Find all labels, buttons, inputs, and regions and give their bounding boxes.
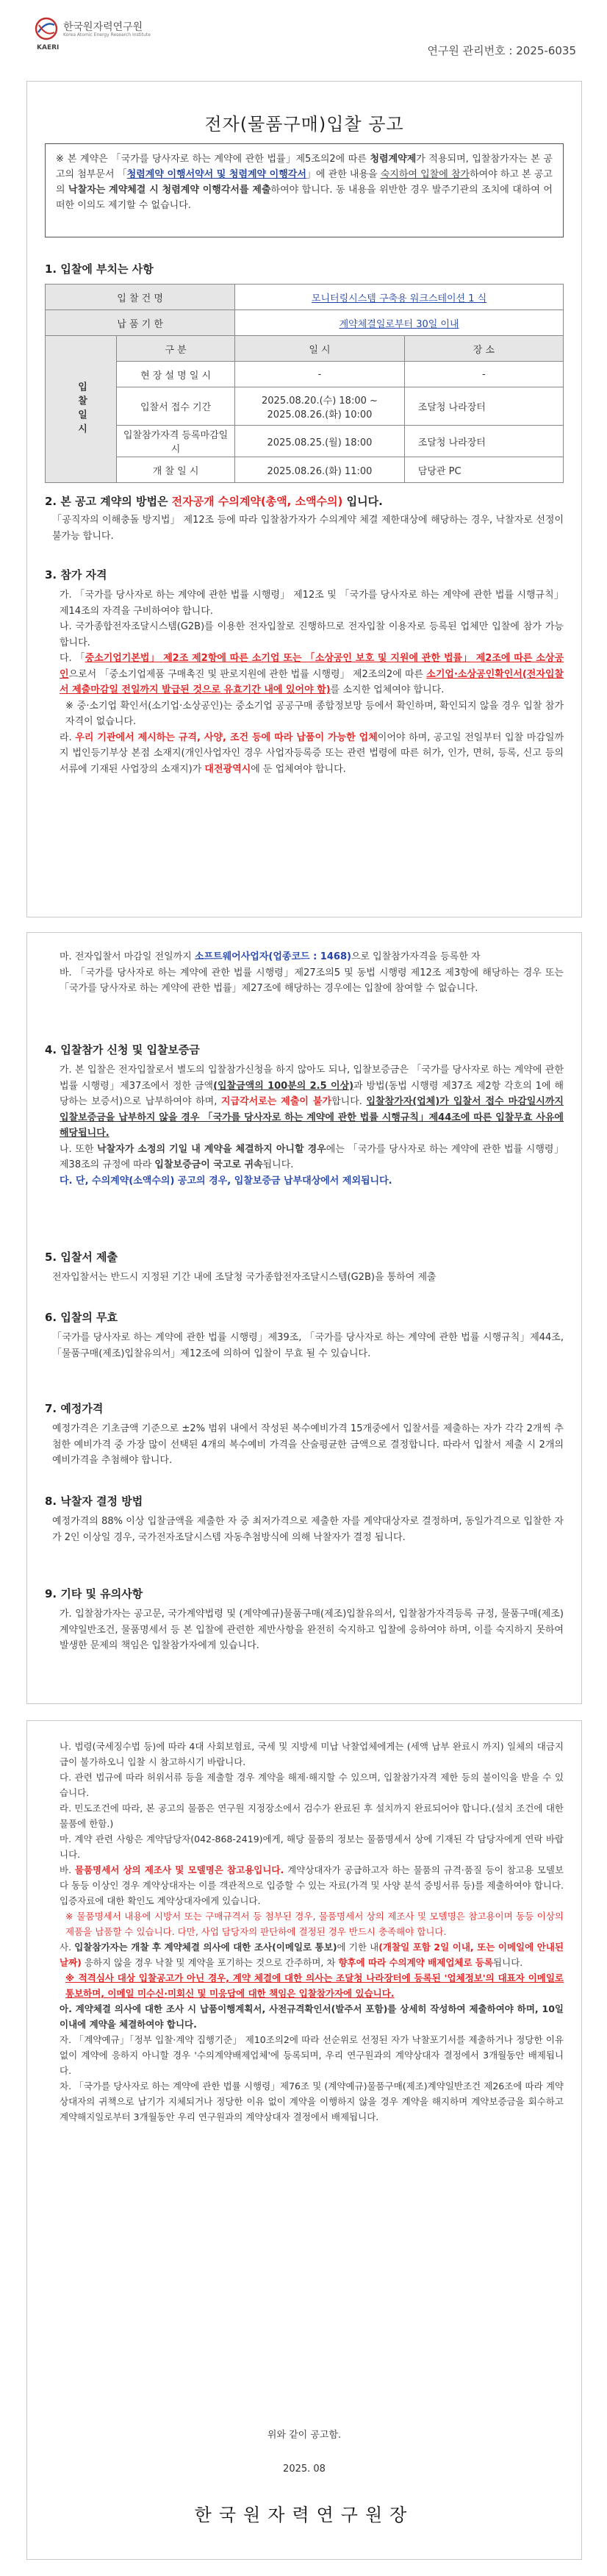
list-item: 다. 「중소기업기본법」 제2조 제2항에 따른 소기업 또는 「소상공인 보호 및 지원에 관한 법률」 제2조에 따른 소상공인으로서 「중소기업제품 구매촉진 및 판로지원에 관한 법률 시행령」 제2조의2에 따른 소기업·소상공인확인서(전자입찰서 제출마감일 전일까지 발급된 것으로 유효기간 내에 있어야 함)를 소지한 업체여야 합니다. (60, 653, 564, 695)
org-eng-name: Korea Atomic Energy Research Institute (63, 32, 151, 37)
list-item: 차. 「국가를 당사자로 하는 계약에 관한 법률 시행령」제76조 및 (계약예규)물품구매(제조)계약일반조건 제26조에 따라 계약상대자의 귀책으로 납기가 지체되거나 정당한 이유 없이 계약을 이행하지 않을 경우 계약을 해지하며 계약보증금을 회수하고 계약해지일로부터 3개월동안 우리 연구원과의 계약상대자 결정에서 배제됩니다. (60, 2081, 564, 2122)
org-name: 한국원자력연구원 (63, 21, 143, 33)
section-8-heading: 8. 낙찰자 결정 방법 (45, 1495, 143, 1508)
section-9-body (45, 1606, 564, 1654)
list-item: 사. 입찰참가자는 개찰 후 계약체결 의사에 대한 조사(이메일로 통보)에 기한 내(개찰일 포함 2일 이내, 또는 이메일에 안내된 날짜) 응하지 않을 경우 낙찰 및 계약을 포기하는 것으로 간주하며, 차 향후에 따라 수의계약 배제업체로 등록됩니다. (60, 1942, 564, 1968)
table-row: 입 찰 건 명 모니터링시스템 구축용 워크스테이션 1 식 (46, 285, 564, 310)
section-9-continued (45, 1739, 564, 2125)
section-5-text: 전자입찰서는 반드시 지정된 기간 내에 조달청 국가종합전자조달시스템(G2B)을 통하여 제출 (52, 1272, 437, 1283)
section-5-heading: 5. 입찰서 제출 (45, 1251, 118, 1264)
list-item: 마. 계약 관련 사항은 계약담당자(042-868-2419)에게, 해당 물품의 정보는 물품명세서 상에 기재된 각 담당자에게 연락 바랍니다. (60, 1833, 564, 1860)
list-item: 자. 「계약예규」「정부 입찰·계약 집행기준」 제10조의2에 따라 선순위로 선정된 자가 낙찰포기서를 제출하거나 정당한 이유 없이 계약에 응하지 아니할 경우 '수의계약배제업체'에 등록되며, 우리 연구원과의 계약상대자 결정에서 3개월동안 배제됩니다. (60, 2034, 564, 2076)
page-3 (26, 1720, 582, 2560)
list-item: 다. 단, 수의계약(소액수의) 공고의 경우, 입찰보증금 납부대상에서 제외됩니다. (60, 1175, 392, 1187)
list-item: 다. 관련 법규에 따라 허위서류 등을 제출할 경우 계약을 해제·해지할 수 있으며, 입찰참가자격 제한 등의 불이익을 받을 수 있습니다. (60, 1772, 564, 1798)
page-title: 전자(물품구매)입찰 공고 (204, 114, 404, 135)
org-logo (34, 15, 210, 51)
section-4-body (45, 1062, 564, 1189)
section-7-text: 예정가격은 기초금액 기준으로 ±2% 범위 내에서 작성된 복수예비가격 15개중에서 입찰서를 제출하는 자가 각각 2개씩 추첨한 예비가격 중 가장 많이 선택된 4개의 복수예비 가격을 산술평균한 금액으로 결정합니다. 따라서 입찰서 제출 시 2개의 예비가격을 추첨해야 합니다. (52, 1423, 564, 1466)
list-item: 나. 또한 낙찰자가 소정의 기일 내 계약을 체결하지 아니할 경우에는 「국가를 당사자로 하는 계약에 관한 법률 시행령」제38조의 규정에 따라 입찰보증금이 국고로 귀속됩니다. (60, 1143, 564, 1170)
section-2-heading: 2. 본 공고 계약의 방법은 전자공개 수의계약(총액, 소액수의) 입니다. (45, 495, 383, 508)
list-note: ※ 물품명세서 내용에 시방서 또는 구매규격서 등 첨부된 경우, 물품명세서 상의 제조사 및 모델명은 참고용이며 동등 이상의 제품을 납품할 수 있습니다. 다만, 사업 담당자의 판단하에 결정된 경우 반드시 충족해야 합니다. (65, 1911, 564, 1937)
integrity-notice: ※ 본 계약은 「국가를 당사자로 하는 계약에 관한 법률」제5조의2에 따른 청렴계약제가 적용되며, 입찰참가자는 본 공고의 첨부문서 「청렴계약 이행서약서 및 청렴계약 이행각서」에 관한 내용을 숙지하여 입찰에 참가하여야 하고 본 공고의 낙찰자는 계약체결 시 청렴계약 이행각서를 제출하여야 합니다. 동 내용을 위반한 경우 발주기관의 조치에 대하여 어떠한 이의도 제기할 수 없습니다. (45, 143, 564, 237)
issuer-signature: 한국원자력연구원장 (194, 2505, 414, 2525)
list-item: 나. 법령(국세징수법 등)에 따라 4대 사회보험료, 국세 및 지방세 미납 낙찰업체에게는 (세액 납부 완료시 까지) 일체의 대금지급이 불가하오니 입찰 시 참고하시기 바랍니다. (60, 1741, 564, 1767)
table-row: 현 장 설 명 일 시 - - (46, 362, 564, 387)
section-6-heading: 6. 입찰의 무효 (45, 1311, 118, 1324)
closing-text: 위와 같이 공고함. (267, 2430, 342, 2441)
list-note: ※ 적격심사 대상 입찰공고가 아닌 경우, 계약 체결에 대한 의사는 조달청 나라장터에 등록된 '업체정보'의 대표자 이메일로 통보하며, 이메일 미수신·미회신 및 미응답에 대한 책임은 입찰참가자에 있습니다. (65, 1972, 564, 1999)
list-item: 마. 전자입찰서 마감일 전일까지 소프트웨어사업자(업종코드 : 1468)으로 입찰참가자격을 등록한 자 (60, 951, 481, 962)
table-row: 입찰일시 구 분 일 시 장 소 (46, 336, 564, 362)
reg-number: 연구원 관리번호 : 2025-6035 (427, 44, 576, 57)
section-3-body (45, 587, 564, 777)
kaeri-logo-icon (34, 16, 59, 41)
list-item: 바. 「국가를 당사자로 하는 계약에 관한 법률 시행령」제27조의5 및 동법 시행령 제12조 제3항에 해당하는 경우 또는 「국가를 당사자로 하는 계약에 관한 법률」제27조에 해당하는 경우에는 입찰에 참여할 수 없습니다. (60, 967, 564, 994)
org-abbr: KAERI (37, 44, 60, 51)
list-item: 라. 민도조건에 따라, 본 공고의 물품은 연구원 지정장소에서 검수가 완료된 후 설치까지 완료되어야 합니다.(설치 조건에 대한 물품에 한함.) (60, 1803, 564, 1829)
list-note: ※ 중·소기업 확인서(소기업·소상공인)는 중소기업 공공구매 종합정보망 등에서 확인하며, 확인되지 않을 경우 입찰 참가 자격이 없습니다. (65, 700, 564, 727)
section-3-continued (45, 949, 564, 997)
list-item: 가. 본 입찰은 전자입찰로서 별도의 입찰참가신청을 하지 않아도 되나, 입찰보증금은 「국가를 당사자로 하는 계약에 관한 법률 시행령」제37조에서 정한 금액(입찰금액의 100분의 2.5 이상)과 방법(동법 시행령 제37조 제2항 각호의 1에 해당하는 보증서)으로 납부하여야 하며, 지급각서로는 제출이 불가합니다. 입찰참가자(업체)가 입찰서 접수 마감일시까지 입찰보증금을 납부하지 않을 경우 「국가를 당사자로 하는 계약에 관한 법률 시행규칙」제44조에 따른 입찰무효 사유에 해당됩니다. (60, 1065, 564, 1139)
list-item: 가. 입찰참가자는 공고문, 국가계약법령 및 (계약예규)물품구매(제조)입찰유의서, 입찰참가자격등록 규정, 물품구매(제조)계약일반조건, 물품명세서 등 본 입찰에 관련한 제반사항을 완전히 숙지하고 입찰에 응하여야 하며, 이를 숙지하지 못하여 발생한 문제의 책임은 입찰참가자에게 있습니다. (60, 1609, 564, 1651)
page-2 (26, 932, 582, 1704)
list-item: 나. 국가종합전자조달시스템(G2B)를 이용한 전자입찰로 진행하므로 전자입찰 이용자로 등록된 업체만 입찰에 참가 가능합니다. (60, 621, 564, 648)
bid-schedule-table (45, 284, 564, 483)
list-item: 가. 「국가를 당사자로 하는 계약에 관한 법률 시행령」 제12조 및 「국가를 당사자로 하는 계약에 관한 법률 시행규칙」 제14조의 자격을 구비하여야 합니다. (60, 590, 564, 617)
page-1 (26, 81, 582, 917)
table-row: 납 품 기 한 계약체결일로부터 30일 이내 (46, 310, 564, 336)
table-row: 입찰참가자격 등록마감일시 2025.08.25.(월) 18:00 조달청 나라장터 (46, 426, 564, 457)
section-9-heading: 9. 기타 및 유의사항 (45, 1587, 143, 1600)
list-item: 아. 계약체결 의사에 대한 조사 시 납품이행계획서, 사전규격확인서(발주서 포함)를 상세히 작성하여 제출하여야 하며, 10일 이내에 계약을 체결하여야 합니다. (60, 2003, 564, 2030)
list-item: 라. 우리 기관에서 제시하는 규격, 사양, 조건 등에 따라 납품이 가능한 업체이어야 하며, 공고일 전일부터 입찰 마감일까지 법인등기부상 본점 소재지(개인사업자인 경우 사업자등록증 또는 관련 법령에 따른 허가, 인가, 면허, 등록, 신고 등의 서류에 기재된 사업장의 소재지)가 대전광역시에 둔 업체여야 합니다. (60, 731, 564, 775)
table-row: 개 찰 일 시 2025.08.26.(화) 11:00 담당관 PC (46, 457, 564, 483)
list-item: 바. 물품명세서 상의 제조사 및 모델명은 참고용입니다. 계약상대자가 공급하고자 하는 물품의 규격·품질 등이 참고용 모델보다 동등 이상인 경우 계약상대자는 이를 객관적으로 입증할 수 있는 자료(가격 및 사양 분석 증빙서류 등)를 제출하여야 합니다. 입증자료에 대한 확인도 계약상대자에게 있습니다. (60, 1864, 564, 1906)
section-3-heading: 3. 참가 자격 (45, 568, 107, 582)
section-1-heading: 1. 입찰에 부치는 사항 (45, 262, 154, 276)
section-8-text: 예정가격의 88% 이상 입찰금액을 제출한 자 중 최저가격으로 제출한 자를 계약대상자로 결정하며, 동일가격으로 입찰한 자가 2인 이상일 경우, 국가전자조달시스템 자동추첨방식에 의해 낙찰자가 결정 됩니다. (52, 1516, 564, 1543)
section-2-text: 「공직자의 이해충돌 방지법」 제12조 등에 따라 입찰참가자가 수의계약 체결 제한대상에 해당하는 경우, 낙찰자로 선정이 불가능 합니다. (52, 515, 564, 542)
section-6-text: 「국가를 당사자로 하는 계약에 관한 법률 시행령」제39조, 「국가를 당사자로 하는 계약에 관한 법률 시행규칙」제44조, 「물품구매(제조)입찰유의서」제12조에 의하여 입찰이 무효 될 수 있습니다. (52, 1332, 564, 1359)
section-7-heading: 7. 예정가격 (45, 1402, 104, 1415)
table-row: 입찰서 접수 기간 2025.08.20.(수) 18:00 ~ 2025.08.26.(화) 10:00 조달청 나라장터 (46, 387, 564, 426)
notice-date: 2025. 08 (283, 2464, 326, 2475)
section-4-heading: 4. 입찰참가 신청 및 입찰보증금 (45, 1043, 200, 1056)
